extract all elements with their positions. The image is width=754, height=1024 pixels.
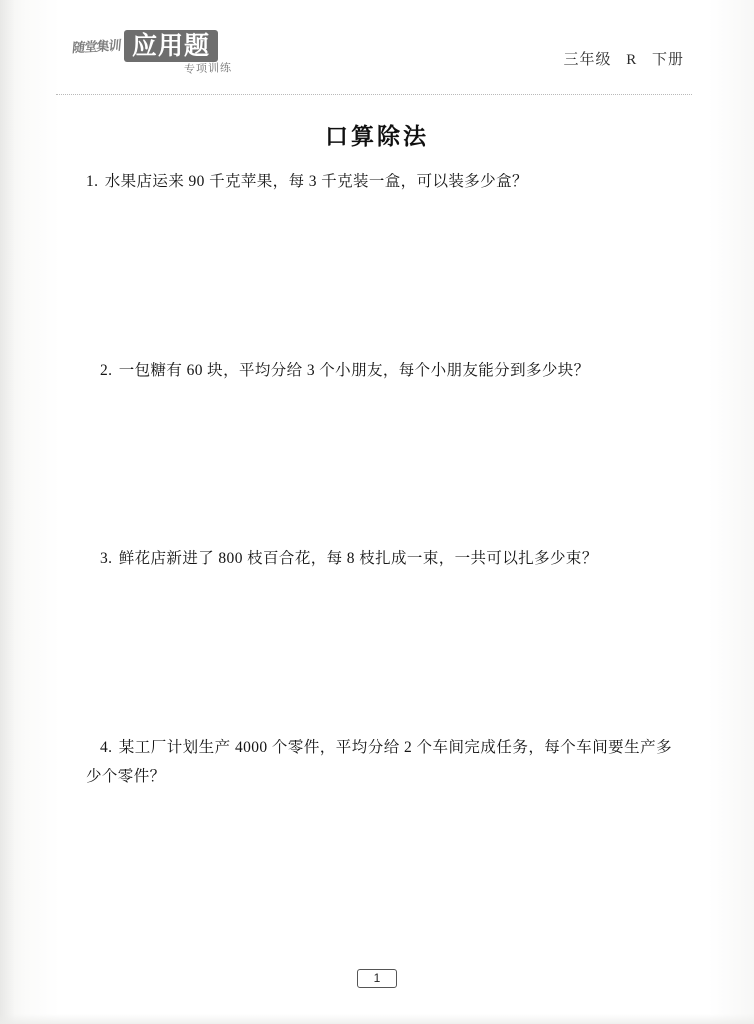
problem-item [86,168,672,197]
problem-number: 1. [86,173,99,190]
logo-main-text: 应用题 [132,31,211,60]
problem-text: 一包糖有 60 块，平均分给 3 个小朋友，每个小朋友能分到多少块？ [118,361,590,379]
scan-edge-left [0,0,14,1024]
header-divider [56,94,692,95]
problem-number: 3. [100,550,113,568]
problem-item [86,545,672,574]
problem-text: 某工厂计划生产 4000 个零件，平均分给 2 个车间完成任务，每个车间要生产多少个零件？ [86,739,672,785]
page-header [0,0,754,96]
page-number: 1 [357,969,397,988]
logo-brush-text: 随堂集训 [71,38,122,57]
grade-label: 三年级 [563,52,612,68]
grade-info [563,48,684,69]
scan-edge-bottom [0,1014,754,1024]
page-title: 口算除法 [325,124,429,150]
problem-text: 鲜花店新进了 800 枝百合花，每 8 枝扎成一束，一共可以扎多少束？ [118,550,598,568]
problem-text: 水果店运来 90 千克苹果，每 3 千克装一盒，可以装多少盒？ [104,173,528,190]
problem-list [86,168,672,791]
logo-main-badge [124,30,218,62]
term-label: 下册 [651,52,684,68]
problem-item [86,357,672,386]
workbook-logo [71,30,233,76]
problem-number: 4. [100,739,113,757]
logo-sub-text: 专项训练 [183,61,233,76]
problem-number: 2. [100,361,113,379]
problem-item [86,734,672,791]
edition-label: R [626,52,638,68]
